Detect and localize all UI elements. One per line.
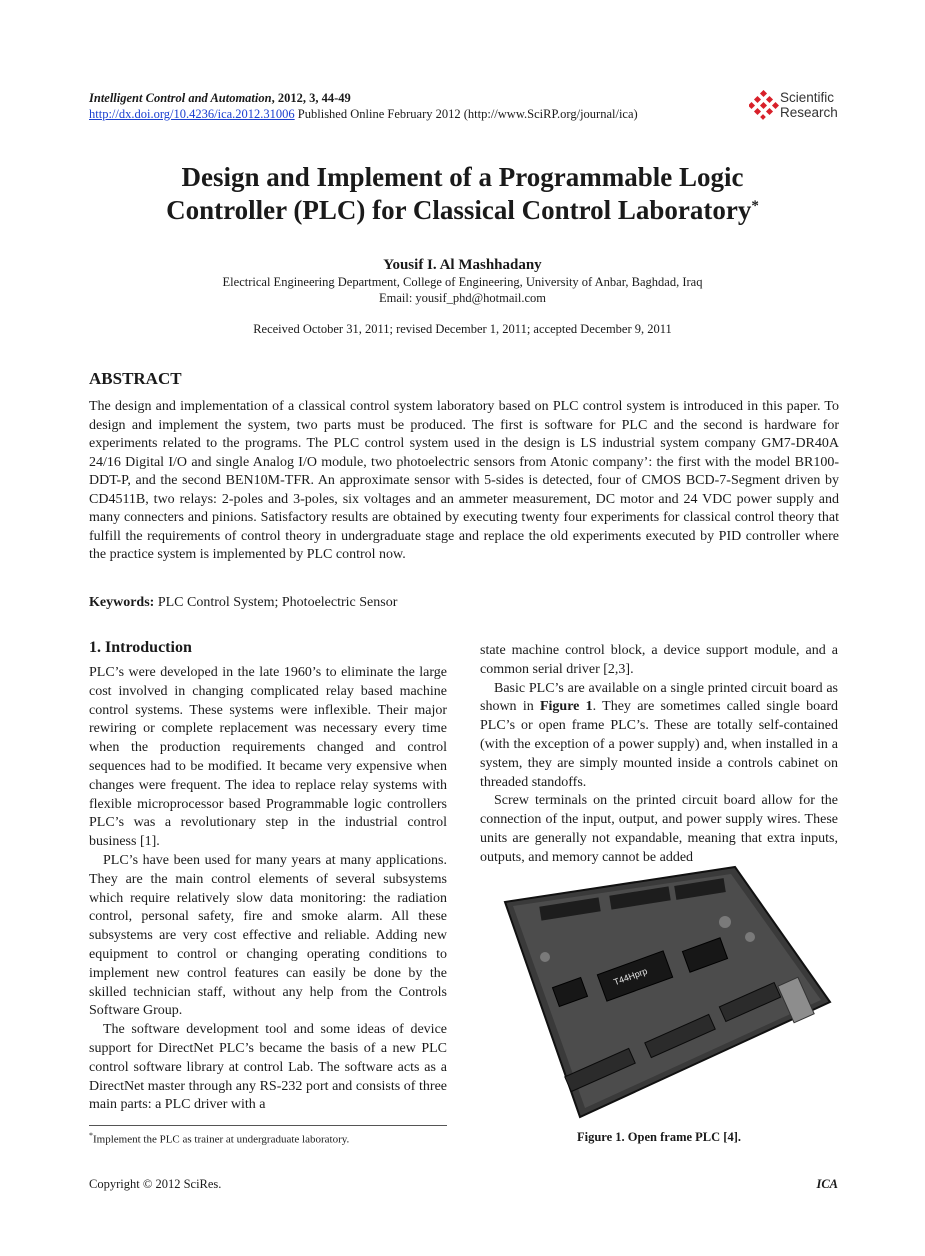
paper-title (100, 161, 825, 227)
journal-volume: , 2012, 3, 44-49 (271, 91, 351, 105)
doi-link[interactable]: http://dx.doi.org/10.4236/ica.2012.31006 (89, 107, 295, 121)
logo-diamond-icon (749, 90, 779, 120)
paragraph-text: Basic PLC’s are available on a single printed circuit board as shown in (480, 680, 838, 715)
paragraph: The software development tool and some ideas of device support for DirectNet PLC’s became the basis of a new PLC control software library at control Lab. The software acts as a DirectNet master through any RS-232 port and consists of three main parts: a PLC driver with a (89, 1022, 447, 1113)
journal-name: Intelligent Control and Automation (89, 91, 272, 105)
plc-board-figure (485, 862, 837, 1120)
figure-caption: Figure 1. Open frame PLC [4]. (577, 1130, 741, 1144)
logo-line-2: Research (780, 105, 838, 120)
figure-reference: Figure 1 (539, 699, 593, 715)
paragraph-text: . They are sometimes called single board PLC’s or open frame PLC’s. These are totally self-contained (with the exception of a power supply) and, when installed in a system, they are simply mounted inside a controls cabinet on threaded standoffs. (480, 699, 838, 790)
copyright: Copyright © 2012 SciRes. (89, 1177, 222, 1191)
left-column (89, 638, 447, 1115)
journal-header (89, 90, 638, 122)
board-chip-label: T44Hprp (612, 965, 649, 988)
journal-citation (89, 90, 638, 106)
paragraph: PLC’s have been used for many years at many applications. They are the main control elements of several subsystems which require relatively slow data monitoring: the radiation control, personal safety, fire and smoke alarm. All these subsystems are very cost effective and reliable. Adding new equipment to control or changing operating conditions to implement new control features can easily be done by the skilled technician staff, without any help from the Controls Software Group. (89, 852, 447, 1019)
keywords-line (89, 595, 397, 611)
journal-abbreviation: ICA (816, 1177, 838, 1191)
abstract-heading: ABSTRACT (89, 369, 182, 388)
keywords-text: PLC Control System; Photoelectric Sensor (154, 595, 398, 610)
footnote (89, 1131, 349, 1146)
affiliation-text: Electrical Engineering Department, College of Engineering, University of Anbar, Baghdad, Iraq (222, 275, 703, 289)
footnote-mark: * (89, 1131, 93, 1140)
paragraph (480, 680, 838, 793)
paragraph: Screw terminals on the printed circuit board allow for the connection of the input, output, and power supply wires. These units are generally not expandable, meaning that extra inputs, outputs, and memory cannot be added (480, 793, 838, 865)
title-line-2-text: Controller (PLC) for Classical Control Laboratory (166, 195, 752, 225)
logo-line-1: Scientific (780, 90, 835, 105)
footnote-text: Implement the PLC as trainer at undergraduate laboratory. (93, 1133, 350, 1146)
footnote-divider (89, 1125, 447, 1126)
journal-doi-line (89, 106, 638, 122)
title-line-2 (100, 194, 825, 227)
right-column (480, 642, 838, 868)
keywords-label: Keywords: (89, 595, 155, 610)
section-heading-introduction: 1. Introduction (89, 639, 192, 656)
logo-text (780, 90, 838, 120)
title-line-1: Design and Implement of a Programmable Logic (181, 162, 744, 192)
received-dates: Received October 31, 2011; revised December 1, 2011; accepted December 9, 2011 (253, 322, 672, 336)
abstract-text: The design and implementation of a classical control system laboratory based on PLC control system is introduced in this paper. To design and implement the system, two parts must be produced. The first is software for PLC and the second is hardware for experiments related to the programs. The PLC control system used in the design is LS industrial system company GM7-DR40A 24/16 Digital I/O and single Analog I/O module, two photoelectric sensors from Atonic company’: the first with the model BR100-DDT-P, and the second BEN10M-TFR. An approximate sensor with 5-sides is detected, four of CMOS BCD-7-Segment driven by CD4511B, two relays: 2-poles and 3-poles, six voltages and an ammeter measurement, DC motor and 24 VDC power supply and many connecters and pinions. Satisfactory results are obtained by executing twenty four experiments for classical control theory that fulfill the requirements of control theory in undergraduate stage and replace the old experiments executed by PID controller where the practice system is implemented by PLC control now. (89, 399, 839, 562)
paragraph: PLC’s were developed in the late 1960’s to eliminate the large cost involved in changing complicated relay based machine control systems. These systems were inflexible. Their major rewiring or complete replacement was necessary every time when the production requirements changed and control sequences had to be modified. It became very expensive when changes were frequent. The idea to replace relay systems with flexible microprocessor based Programmable logic controllers PLC’s was a revolutionary step in the industrial control business [1]. (89, 665, 447, 850)
author-affiliation (0, 275, 925, 306)
published-online: Published Online February 2012 (http://www.SciRP.org/journal/ica) (294, 107, 638, 121)
title-footnote-mark: * (751, 198, 759, 214)
author-email: Email: yousif_phd@hotmail.com (378, 290, 547, 305)
author-name: Yousif I. Al Mashhadany (383, 257, 542, 273)
scientific-research-logo (749, 88, 844, 122)
paragraph: state machine control block, a device support module, and a common serial driver [2,3]. (480, 643, 838, 677)
